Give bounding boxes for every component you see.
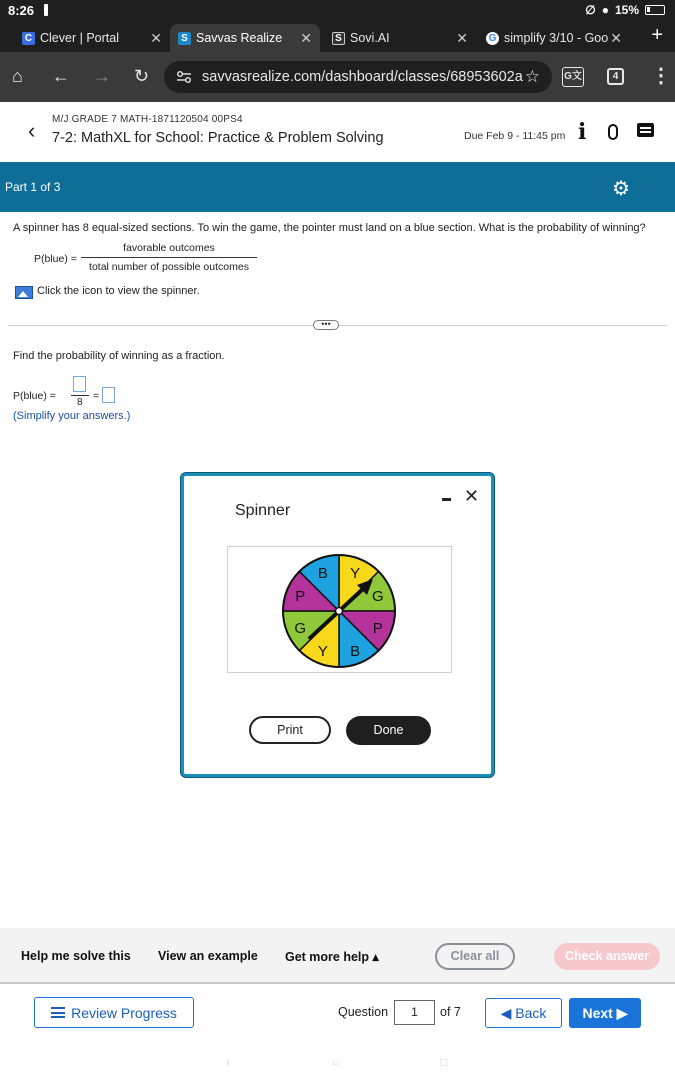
spinner-section-label: Y (350, 565, 361, 583)
spinner-image (280, 552, 398, 670)
battery-icon (645, 5, 665, 15)
spinner-section-label: G (294, 620, 307, 638)
translate-icon[interactable]: G文 (562, 67, 584, 87)
close-tab-icon[interactable]: ✕ (300, 30, 312, 46)
site-settings-icon[interactable] (176, 70, 192, 84)
spinner-section-label: P (372, 620, 383, 638)
notification-icon (44, 4, 48, 16)
part-bar (0, 162, 675, 212)
url-text: savvasrealize.com/dashboard/classes/68953602a (202, 69, 523, 85)
tab-label: Savvas Realize (196, 31, 283, 45)
formula-fraction (81, 242, 257, 273)
comment-icon[interactable] (637, 123, 654, 137)
spinner-section-label: B (317, 565, 328, 583)
info-icon[interactable]: i (578, 119, 587, 145)
tab-sovi[interactable] (324, 24, 476, 52)
tab-label: Clever | Portal (40, 31, 119, 45)
close-tab-icon[interactable]: ✕ (456, 30, 468, 46)
answer-denominator: 8 (77, 397, 83, 408)
question-label: Question (338, 1005, 389, 1019)
dialog-title: Spinner (235, 502, 291, 519)
expand-ellipsis-button[interactable]: ••• (313, 320, 339, 330)
formula-numerator: favorable outcomes (81, 242, 257, 258)
browser-menu-icon[interactable]: ⋮ (651, 65, 671, 87)
browser-toolbar (0, 52, 675, 102)
question-number-input[interactable]: 1 (394, 1000, 435, 1025)
wifi-icon: ● (601, 3, 609, 17)
tab-label: Sovi.AI (350, 31, 390, 45)
course-header (0, 102, 675, 162)
close-tab-icon[interactable]: ✕ (150, 30, 162, 46)
list-icon (51, 1007, 65, 1018)
paperclip-icon[interactable] (608, 124, 618, 140)
find-instruction: Find the probability of winning as a fraction. (13, 350, 225, 362)
tab-strip (0, 22, 675, 52)
help-me-solve-button[interactable]: Help me solve this (21, 949, 131, 963)
tab-count[interactable]: 4 (607, 68, 624, 85)
android-home-icon[interactable]: ○ (332, 1055, 340, 1069)
question-total: of 7 (440, 1005, 461, 1019)
spinner-dialog (181, 473, 494, 777)
clever-favicon-icon: C (22, 32, 35, 45)
tab-clever[interactable] (14, 24, 170, 52)
part-label: Part 1 of 3 (5, 180, 61, 194)
spinner-section-label: P (295, 587, 306, 605)
fraction-bar (71, 395, 89, 396)
get-more-help-button[interactable]: Get more help ▴ (285, 950, 379, 964)
answer-lhs: P(blue) = (13, 390, 56, 402)
next-button[interactable]: Next ▶ (569, 998, 641, 1028)
android-recents-icon[interactable]: □ (440, 1055, 448, 1069)
view-example-button[interactable]: View an example (158, 949, 258, 963)
google-favicon-icon: G (486, 32, 499, 45)
bookmark-star-icon[interactable]: ☆ (524, 67, 540, 86)
minimize-icon[interactable] (442, 498, 451, 501)
tab-savvas[interactable] (170, 24, 320, 52)
due-date: Due Feb 9 - 11:45 pm (464, 130, 566, 142)
spinner-image-frame (227, 546, 452, 673)
close-icon[interactable]: ✕ (464, 486, 480, 506)
formula-denominator: total number of possible outcomes (89, 261, 249, 273)
reload-icon[interactable]: ↻ (134, 66, 150, 86)
status-right (585, 3, 665, 17)
print-button[interactable]: Print (249, 716, 331, 744)
check-answer-button[interactable]: Check answer (554, 943, 660, 970)
done-button[interactable]: Done (346, 716, 431, 745)
dnd-icon: ∅ (585, 3, 596, 17)
forward-arrow-icon[interactable]: → (93, 66, 111, 86)
action-bar (0, 928, 675, 984)
spinner-hub (336, 608, 343, 615)
sovi-favicon-icon: S (332, 32, 345, 45)
formula-lhs: P(blue) = (34, 253, 77, 265)
spinner-section-label: B (350, 642, 361, 660)
review-progress-button[interactable] (34, 997, 194, 1028)
view-spinner-image-icon[interactable] (15, 286, 33, 299)
android-back-icon[interactable]: ‹ (226, 1055, 230, 1069)
status-bar (0, 0, 675, 22)
simplified-answer-input[interactable] (102, 387, 115, 403)
status-time: 8:26 (8, 3, 35, 18)
back-arrow-icon[interactable]: ← (52, 66, 70, 86)
battery-percent: 15% (614, 3, 639, 17)
tab-label: simplify 3/10 - Goo (504, 31, 609, 45)
tab-google[interactable] (478, 24, 630, 52)
new-tab-icon[interactable]: + (651, 24, 663, 46)
simplify-hint: (Simplify your answers.) (13, 410, 131, 422)
back-chevron-icon[interactable]: ‹ (28, 118, 36, 143)
close-tab-icon[interactable]: ✕ (610, 30, 622, 46)
review-progress-label: Review Progress (71, 1004, 177, 1021)
view-spinner-text: Click the icon to view the spinner. (37, 285, 200, 297)
question-nav (0, 986, 675, 1040)
spinner-section-label: Y (317, 642, 328, 660)
address-bar[interactable] (164, 61, 552, 93)
home-icon[interactable]: ⌂ (12, 66, 23, 86)
question-prompt: A spinner has 8 equal-sized sections. To win the game, the pointer must land on a blue section. What is the probability of winning? (13, 222, 646, 234)
numerator-input[interactable] (73, 376, 86, 392)
assignment-title: 7-2: MathXL for School: Practice & Problem Solving (52, 130, 384, 146)
gear-icon[interactable]: ⚙ (612, 178, 630, 200)
back-button[interactable]: ◀ Back (485, 998, 562, 1028)
course-subtitle: M/J GRADE 7 MATH-1871120504 00PS4 (52, 114, 243, 125)
clear-all-button[interactable]: Clear all (435, 943, 515, 970)
spinner-section-label: G (371, 587, 384, 605)
savvas-favicon-icon: S (178, 32, 191, 45)
equals-sign: = (93, 390, 100, 402)
